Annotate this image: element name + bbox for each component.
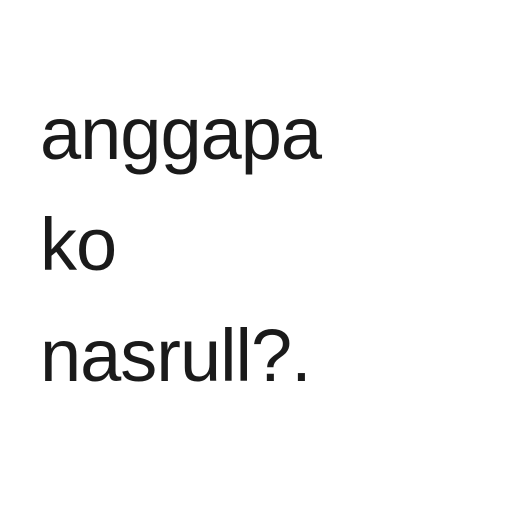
caption-text [40, 78, 321, 411]
caption-line-2: ko [40, 203, 117, 286]
caption-line-3: nasrull?. [40, 314, 311, 397]
caption-line-1: anggapa [40, 92, 322, 175]
